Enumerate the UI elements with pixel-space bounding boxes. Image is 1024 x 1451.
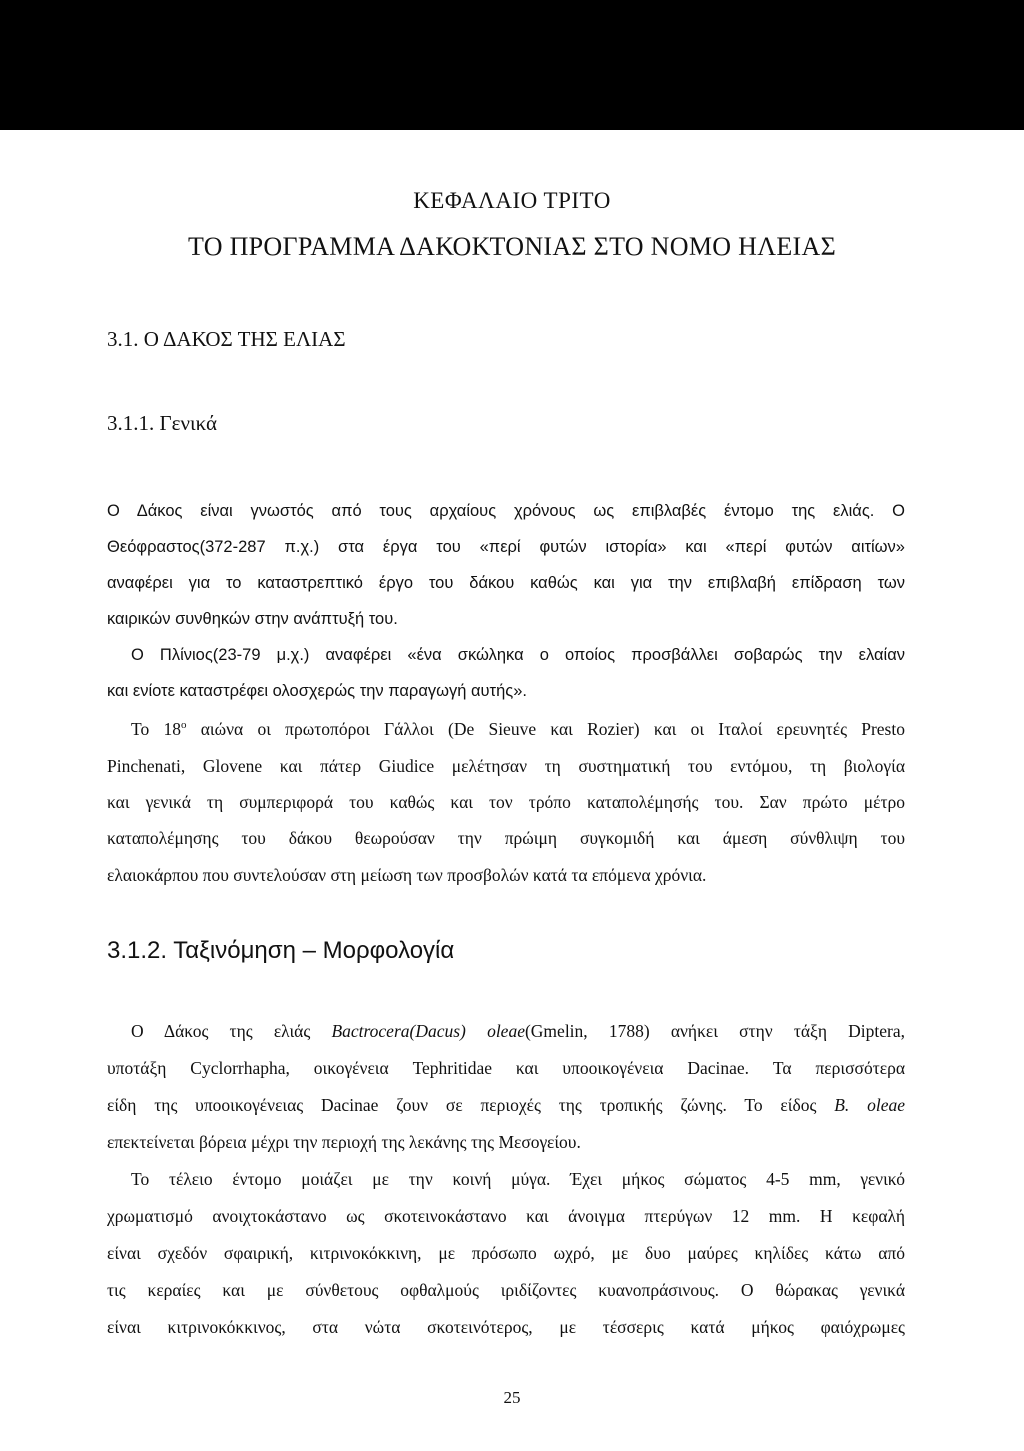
text-run: (Gmelin, 1788) ανήκει στην τάξη Diptera,	[524, 1021, 905, 1041]
paragraph-line: Ο Πλίνιος(23-79 μ.χ.) αναφέρει «ένα σκώληκα ο οποίος προσβάλλει σοβαρώς την ελαίαν	[131, 646, 905, 664]
text-run: είδη της υποοικογένειας Dacinae ζουν σε περιοχές της τροπικής ζώνης. Το είδος	[107, 1095, 835, 1115]
chapter-label: ΚΕΦΑΛΑΙΟ ΤΡΙΤΟ	[413, 188, 611, 213]
text-run: Ο Δάκος της ελιάς	[131, 1021, 332, 1041]
paragraph-line: ελαιοκάρπου που συντελούσαν στη μείωση των προσβολών κατά τα επόμενα χρόνια.	[107, 865, 707, 885]
paragraph-line: Το τέλειο έντομο μοιάζει με την κοινή μύγα. Έχει μήκος σώματος 4-5 mm, γενικό	[131, 1169, 905, 1189]
species-name: B. oleae	[834, 1095, 905, 1115]
paragraph-line: χρωματισμό ανοιχτοκάστανο ως σκοτεινοκάστανο και άνοιγμα πτερύγων 12 mm. Η κεφαλή	[107, 1206, 905, 1226]
paragraph-line: καταπολέμησης του δάκου θεωρούσαν την πρώιμη συγκομιδή και άμεση σύνθλιψη του	[107, 828, 905, 848]
paragraph-line: είναι κιτρινοκόκκινος, στα νώτα σκοτεινότερος, με τέσσερις κατά μήκος φαιόχρωμες	[107, 1317, 905, 1337]
paragraph-line	[131, 1020, 905, 1042]
paragraph-line: και γενικά τη συμπεριφορά του καθώς και τον τρόπο καταπολέμησής του. Σαν πρώτο μέτρο	[107, 792, 905, 812]
species-name: oleae	[487, 1021, 525, 1041]
page-number: 25	[503, 1388, 521, 1407]
paragraph-line: Pinchenati, Glovene και πάτερ Giudice μελέτησαν τη συστηματική του εντόμου, τη βιολογία	[107, 756, 905, 776]
paragraph-line: είναι σχεδόν σφαιρική, κιτρινοκόκκινη, με πρόσωπο ωχρό, με δυο μαύρες κηλίδες κάτω από	[107, 1243, 905, 1263]
chapter-title: ΤΟ ΠΡΟΓΡΑΜΜΑ ΔΑΚΟΚΤΟΝΙΑΣ ΣΤΟ ΝΟΜΟ ΗΛΕΙΑΣ	[187, 232, 837, 261]
paragraph-line	[131, 718, 905, 740]
paragraph-line: Ο Δάκος είναι γνωστός από τους αρχαίους χρόνους ως επιβλαβές έντομο της ελιάς. Ο	[107, 502, 905, 520]
paragraph-line: αναφέρει για το καταστρεπτικό έργο του δάκου καθώς και για την επιβλαβή επίδραση των	[107, 574, 905, 592]
paragraph-line: καιρικών συνθηκών στην ανάπτυξή του.	[107, 610, 398, 628]
section-heading-3-1-1: 3.1.1. Γενικά	[107, 411, 218, 435]
paragraph-line: Θεόφραστος(372-287 π.χ.) στα έργα του «περί φυτών ιστορία» και «περί φυτών αιτίων»	[107, 538, 905, 556]
paragraph-line: τις κεραίες και με σύνθετους οφθαλμούς ιριδίζοντες κυανοπράσινους. Ο θώρακας γενικά	[107, 1280, 905, 1300]
paragraph-line: υποτάξη Cyclorrhapha, οικογένεια Tephritidae και υποοικογένεια Dacinae. Τα περισσότερα	[107, 1058, 905, 1078]
scan-dark-band	[0, 0, 1024, 130]
paragraph-line	[107, 1094, 905, 1116]
text-run: Το 18	[131, 719, 181, 739]
paragraph-line: και ενίοτε καταστρέφει ολοσχερώς την παραγωγή αυτής».	[107, 682, 527, 700]
text-run	[466, 1021, 487, 1041]
section-heading-3-1: 3.1. Ο ΔΑΚΟΣ ΤΗΣ ΕΛΙΑΣ	[107, 327, 346, 351]
paragraph-line: επεκτείνεται βόρεια μέχρι την περιοχή της λεκάνης της Μεσογείου.	[107, 1132, 581, 1152]
species-name: Bactrocera(Dacus)	[331, 1021, 466, 1041]
superscript: ο	[180, 719, 187, 732]
text-run: αιώνα οι πρωτοπόροι Γάλλοι (De Sieuve και Rozier) και οι Ιταλοί ερευνητές Presto	[186, 719, 905, 739]
section-heading-3-1-2: 3.1.2. Ταξινόμηση – Μορφολογία	[107, 937, 455, 964]
